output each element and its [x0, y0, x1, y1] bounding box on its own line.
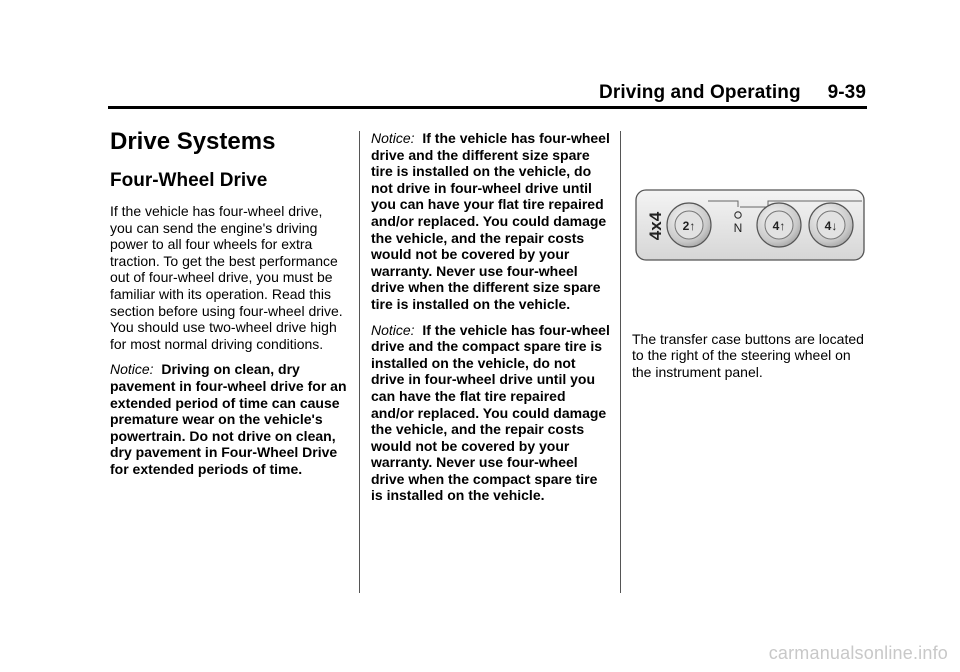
- header-rule: [108, 106, 867, 109]
- column-1: [110, 128, 348, 487]
- footer-watermark: carmanualsonline.info: [768, 643, 948, 663]
- intro-paragraph: If the vehicle has four-wheel drive, you can send the engine's driving power to all four wheels for extra traction. To get the best performance out of four-wheel drive, you must be familiar with its operation. Read this section before using four-wheel drive. You should use two-wheel drive high for most normal driving conditions.: [110, 203, 343, 352]
- button-4hi[interactable]: [757, 203, 801, 247]
- notice-text-2: If the vehicle has four-wheel drive and the compact spare tire is installed on the vehicle, do not drive in four-wheel drive until you can have the flat tire repaired and/or replaced. You could damage the vehicle, and the repair costs would not be covered by your warranty. Never use four-wheel drive when the compact spare tire is installed on the vehicle.: [371, 321, 610, 504]
- column-divider-2: [620, 131, 621, 593]
- notice-paragraph-1: [371, 130, 611, 313]
- column-3: [632, 160, 870, 389]
- notice-text-1: If the vehicle has four-wheel drive and the different size spare tire is installed on the vehicle, do not drive in four-wheel drive until you can have your flat tire repaired and/or replaced. You could damage the vehicle, and the repair costs would not be covered by your warranty. Never use four-wheel drive when the different size spare tire is installed on the vehicle.: [371, 130, 610, 312]
- button-4lo[interactable]: [809, 203, 853, 247]
- notice-paragraph-2: [371, 322, 611, 505]
- notice-label-2: Notice:: [371, 321, 415, 338]
- button-4hi-label: 4↑: [772, 219, 786, 233]
- header-title: [599, 82, 866, 104]
- column-divider-1: [359, 131, 360, 593]
- page-number: 9-39: [827, 82, 866, 103]
- notice-label-1: Notice:: [371, 130, 415, 146]
- notice-label: Notice:: [110, 361, 154, 378]
- column-2: [371, 130, 611, 513]
- button-2hi-label: 2↑: [682, 219, 696, 233]
- notice-paragraph: [110, 361, 348, 477]
- section-subheading: Four-Wheel Drive: [110, 170, 268, 191]
- button-4lo-label: 4↓: [824, 219, 838, 233]
- section-title: Driving and Operating: [599, 82, 801, 103]
- header-spacer: [801, 82, 828, 103]
- figure-caption: The transfer case buttons are located to the right of the steering wheel on the instrument panel.: [632, 330, 864, 380]
- 4x4-logo-icon: [646, 211, 665, 240]
- notice-text: Driving on clean, dry pavement in four-wheel drive for an extended period of time can cause premature wear on the vehicle's powertrain. Do not drive on clean, dry pavement in Four-Wheel Drive for extended periods of time.: [110, 361, 347, 477]
- 4x4-side-label: 4x4: [646, 211, 665, 241]
- transfer-case-panel-illustration: [632, 160, 870, 268]
- neutral-label: N: [733, 221, 743, 235]
- page-heading: Drive Systems: [110, 128, 276, 155]
- button-2hi[interactable]: [667, 203, 711, 247]
